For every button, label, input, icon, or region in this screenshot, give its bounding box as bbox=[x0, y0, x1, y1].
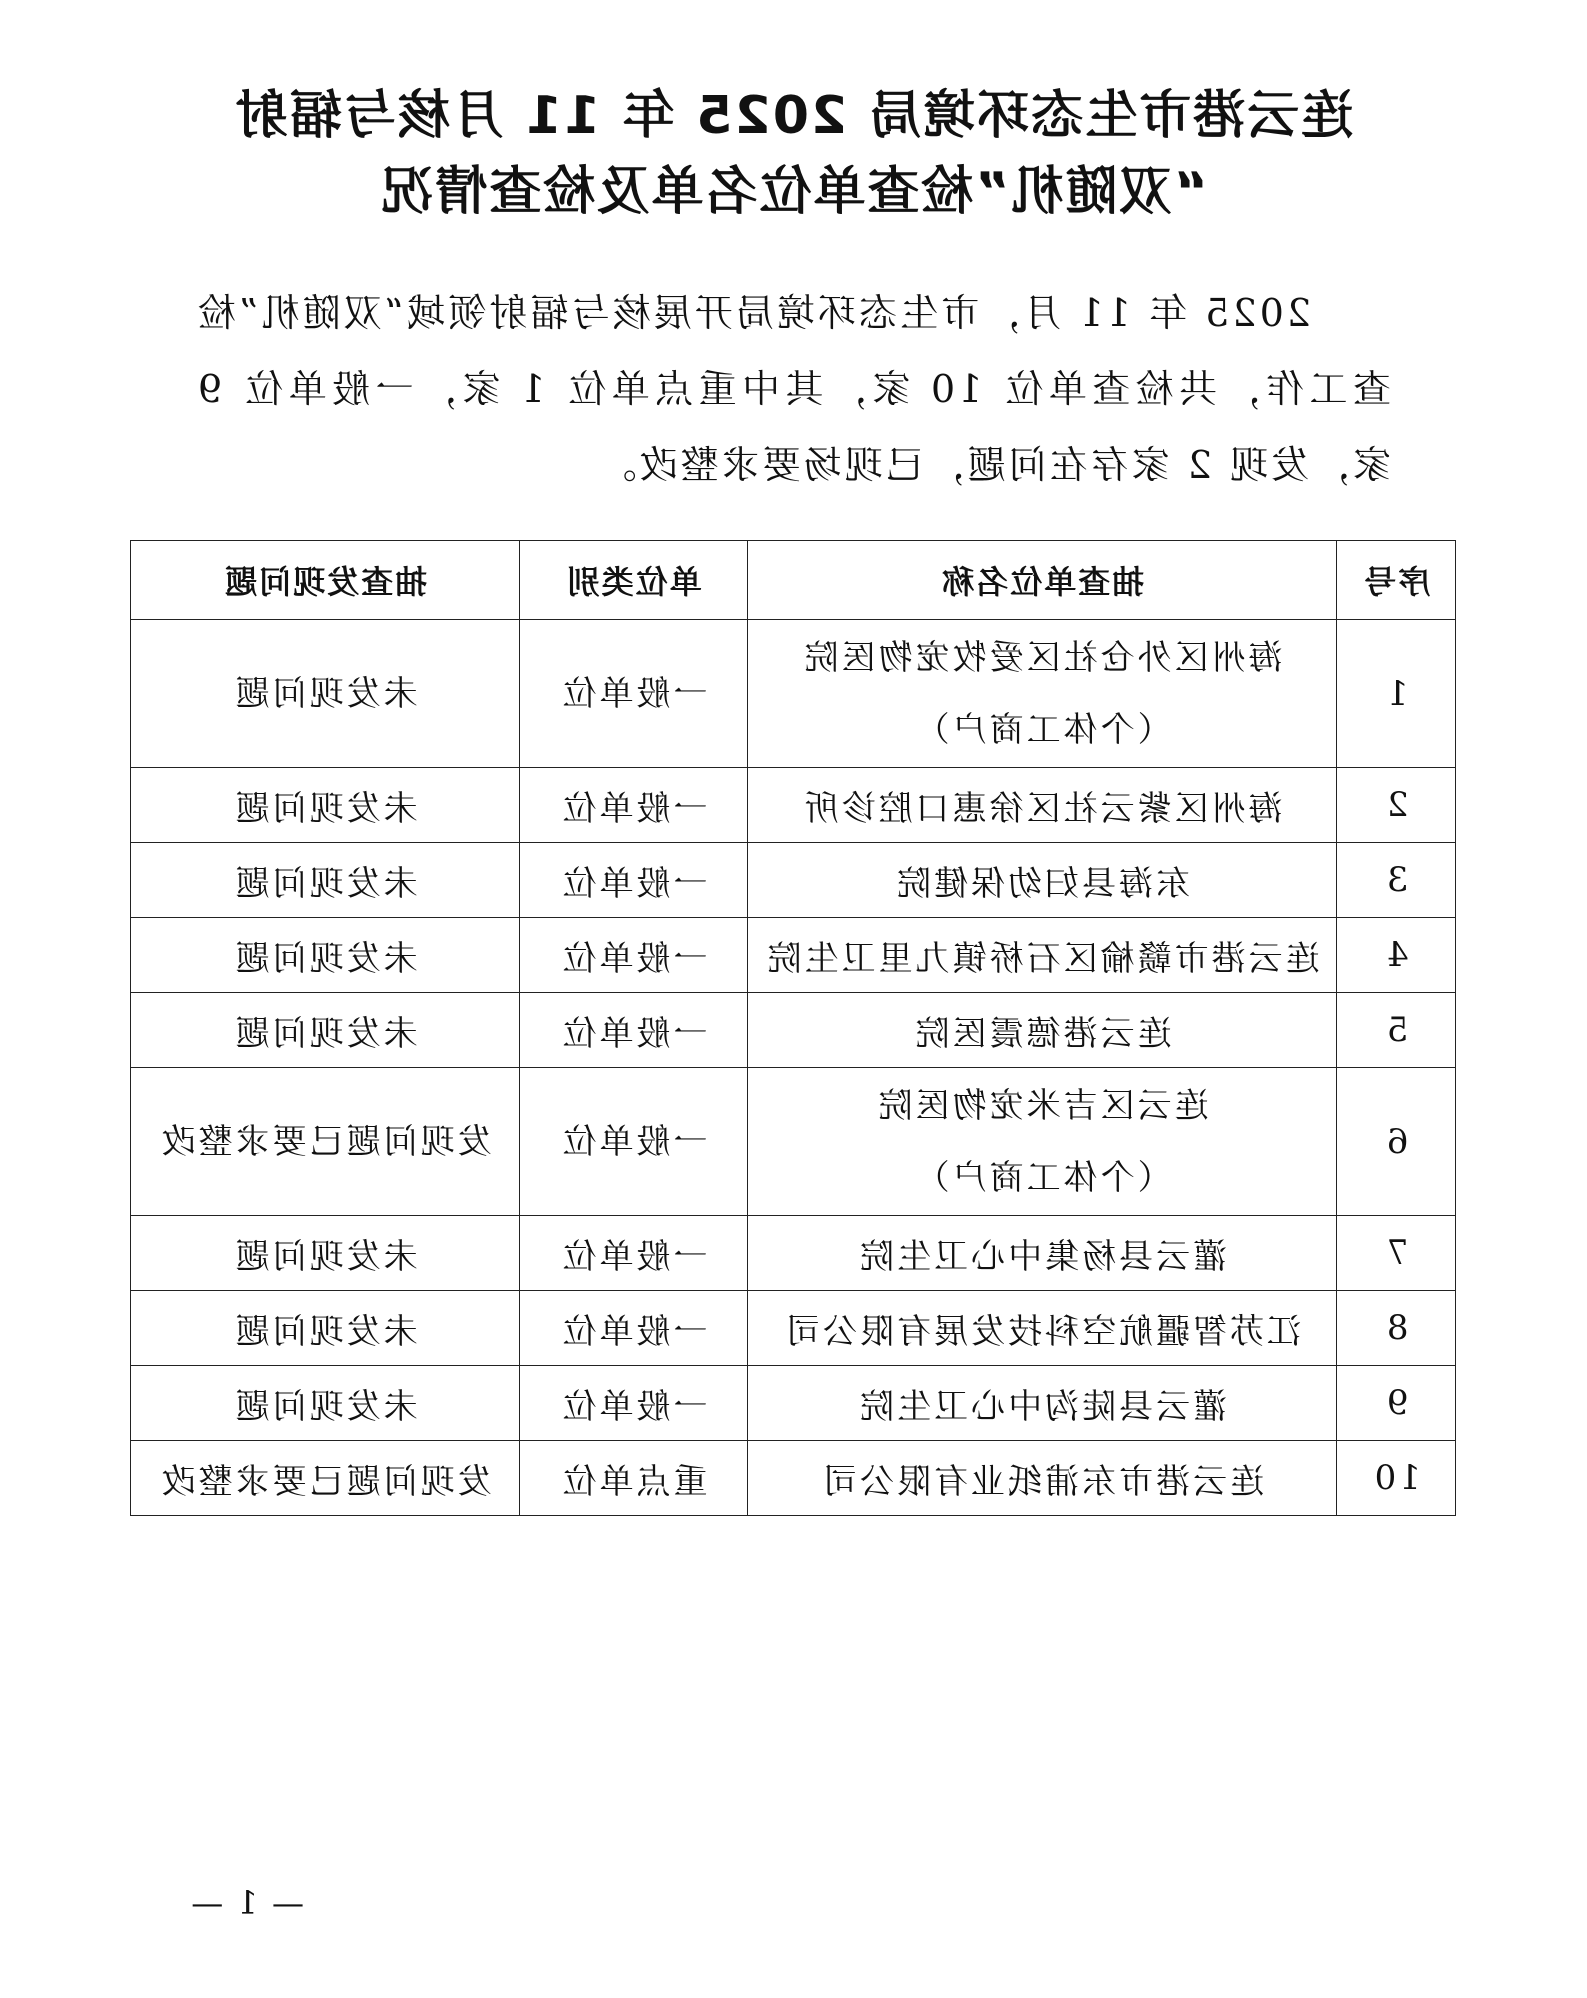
table-row bbox=[131, 918, 1456, 993]
row-type: 一般单位 bbox=[520, 1366, 748, 1441]
row-name-line-1: 海州区外仓社区爱牧宠物医院 bbox=[801, 637, 1283, 678]
table-row bbox=[131, 768, 1456, 843]
row-name: 连云港市赣榆区石桥镇九里卫生院 bbox=[747, 918, 1337, 993]
row-no: 3 bbox=[1337, 843, 1456, 918]
row-name: 灌云县陡沟中心卫生院 bbox=[747, 1366, 1337, 1441]
row-issue: 发现问题已要求整改 bbox=[131, 1068, 520, 1216]
row-type: 一般单位 bbox=[520, 918, 748, 993]
header-type: 单位类别 bbox=[520, 541, 748, 620]
row-name: 连云港德震医院 bbox=[747, 993, 1337, 1068]
row-no: 6 bbox=[1337, 1068, 1456, 1216]
table-row bbox=[131, 1216, 1456, 1291]
row-type: 一般单位 bbox=[520, 1068, 748, 1216]
row-issue: 未发现问题 bbox=[131, 1366, 520, 1441]
row-issue: 未发现问题 bbox=[131, 1216, 520, 1291]
row-type: 一般单位 bbox=[520, 1291, 748, 1366]
row-name bbox=[747, 620, 1337, 768]
row-no: 2 bbox=[1337, 768, 1456, 843]
row-name: 连云港市东浦纸业有限公司 bbox=[747, 1441, 1337, 1516]
row-issue: 未发现问题 bbox=[131, 918, 520, 993]
row-issue: 未发现问题 bbox=[131, 620, 520, 768]
row-no: 9 bbox=[1337, 1366, 1456, 1441]
table-row bbox=[131, 843, 1456, 918]
table-row bbox=[131, 1366, 1456, 1441]
row-issue: 未发现问题 bbox=[131, 768, 520, 843]
row-issue: 发现问题已要求整改 bbox=[131, 1441, 520, 1516]
table-row bbox=[131, 620, 1456, 768]
header-name: 抽查单位名称 bbox=[747, 541, 1337, 620]
row-no: 10 bbox=[1337, 1441, 1456, 1516]
table-row bbox=[131, 993, 1456, 1068]
header-issue: 抽查发现问题 bbox=[131, 541, 520, 620]
row-name: 东海县妇幼保健院 bbox=[747, 843, 1337, 918]
row-type: 一般单位 bbox=[520, 843, 748, 918]
document-title bbox=[0, 78, 1587, 230]
row-issue: 未发现问题 bbox=[131, 843, 520, 918]
title-line-1: 连云港市生态环境局 2025 年 11 月核与辐射 bbox=[233, 86, 1354, 146]
row-name-line-2: （个体工商户） bbox=[912, 1157, 1172, 1198]
table-header-row bbox=[131, 541, 1456, 620]
row-type: 一般单位 bbox=[520, 620, 748, 768]
table-row bbox=[131, 1068, 1456, 1216]
row-type: 一般单位 bbox=[520, 768, 748, 843]
row-name: 海州区紫云社区徐惠口腔诊所 bbox=[747, 768, 1337, 843]
row-no: 1 bbox=[1337, 620, 1456, 768]
title-line-2: “双随机”检查单位名单及检查情况 bbox=[379, 162, 1208, 222]
row-name-line-1: 连云区吉米宠物医院 bbox=[875, 1085, 1209, 1126]
inspection-table bbox=[130, 540, 1456, 1516]
row-name-line-2: （个体工商户） bbox=[912, 709, 1172, 750]
intro-paragraph: 2025 年 11 月，市生态环境局开展核与辐射领域“双随机”检查工作，共检查单位 10 家，其中重点单位 1 家，一般单位 9 家，发现 2 家存在问题，已现场要求整改。 bbox=[195, 291, 1391, 487]
row-name: 江苏智疆航空科技发展有限公司 bbox=[747, 1291, 1337, 1366]
row-type: 一般单位 bbox=[520, 993, 748, 1068]
row-name bbox=[747, 1068, 1337, 1216]
row-name: 灌云县杨集中心卫生院 bbox=[747, 1216, 1337, 1291]
header-no: 序号 bbox=[1337, 541, 1456, 620]
row-no: 5 bbox=[1337, 993, 1456, 1068]
row-no: 4 bbox=[1337, 918, 1456, 993]
row-issue: 未发现问题 bbox=[131, 993, 520, 1068]
table-row bbox=[131, 1441, 1456, 1516]
row-type: 一般单位 bbox=[520, 1216, 748, 1291]
row-issue: 未发现问题 bbox=[131, 1291, 520, 1366]
row-type: 重点单位 bbox=[520, 1441, 748, 1516]
table-row bbox=[131, 1291, 1456, 1366]
row-no: 7 bbox=[1337, 1216, 1456, 1291]
page-number: — 1 — bbox=[189, 1884, 304, 1922]
row-no: 8 bbox=[1337, 1291, 1456, 1366]
